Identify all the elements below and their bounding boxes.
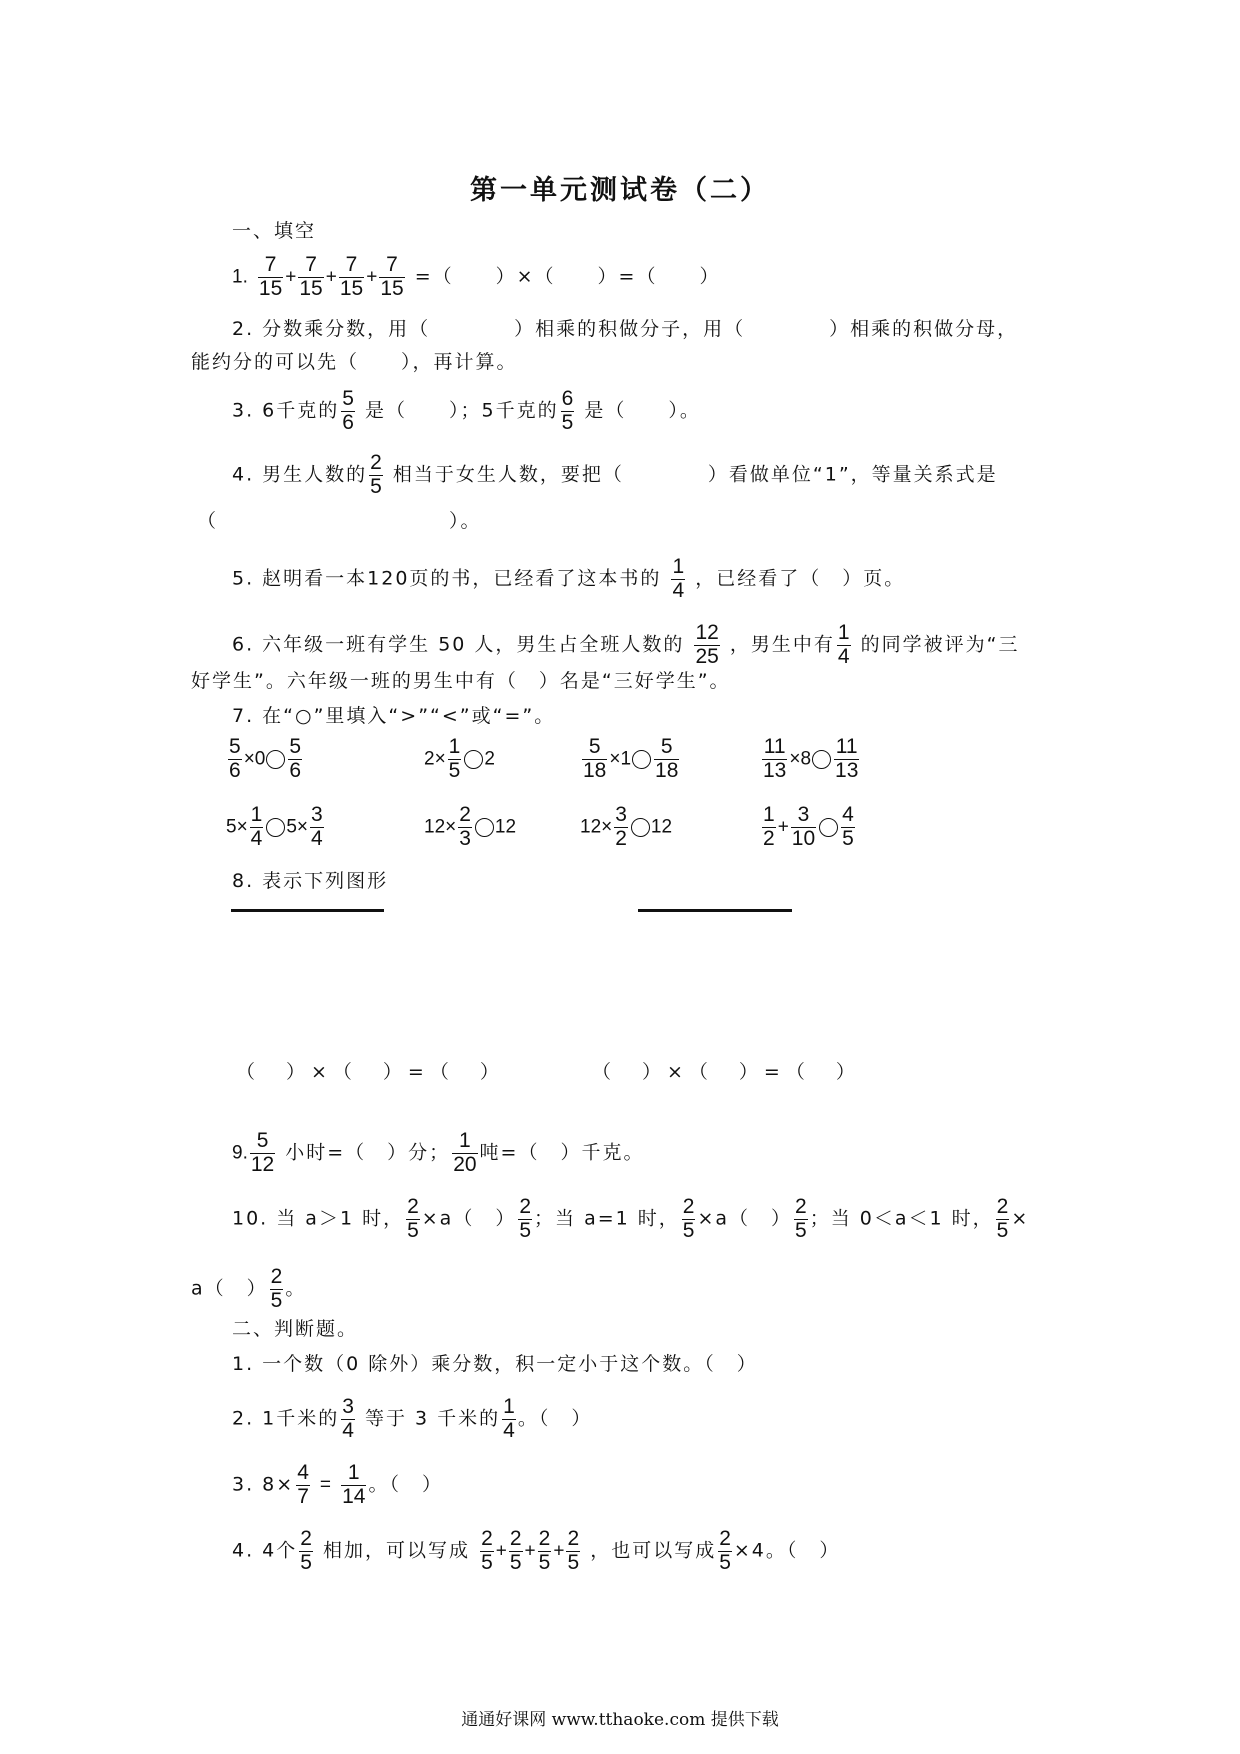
compare-item: 12× $\frac{3}{2}$ 12 [580, 803, 673, 850]
page-title: 第一单元测试卷（二） [470, 175, 770, 206]
compare-circle [266, 818, 285, 837]
fraction: $\frac{1}{4}$ [837, 621, 850, 668]
line-segment-right [638, 909, 792, 912]
fraction: $\frac{12}{25}$ [695, 621, 719, 668]
question-4-line-2: （ ）。 [197, 510, 482, 532]
compare-item: $\frac{1}{2}$ + $\frac{3}{10}$ $\frac{4}{5}$ [763, 803, 854, 850]
section-1-heading: 一、填空 [232, 220, 317, 242]
question-10-line-1: 10. 当 a＞1 时， $\frac{2}{5}$ ×a（ ） $\frac{2}{5}$ ；当 a=1 时， $\frac{2}{5}$ ×a（ ） $\frac{2}{5}$ ；当 0＜a＜1 时， $\frac{2}{5}$ × [232, 1195, 1030, 1242]
question-8-equation-right: （ ）×（ ）=（ ） [592, 1061, 861, 1083]
compare-item: $\frac{5}{18}$ ×1 $\frac{5}{18}$ [583, 735, 679, 782]
fraction: $\frac{2}{5}$ [370, 451, 382, 498]
question-6-line-2: 好学生”。六年级一班的男生中有（ ）名是“三好学生”。 [191, 670, 731, 692]
question-10-line-2: a（ ） $\frac{2}{5}$ 。 [191, 1265, 307, 1312]
judge-4: 4. 4个 $\frac{2}{5}$ 相加，可以写成 $\frac{2}{5}$ + $\frac{2}{5}$ + $\frac{2}{5}$ + $\frac{2}{5}$ ，也可以写成 $\frac{2}{5}$ ×4。（ ） [232, 1527, 841, 1574]
compare-circle [632, 750, 651, 769]
question-4-line-1: 4. 男生人数的 $\frac{2}{5}$ 相当于女生人数，要把（ ）看做单位“1”，等量关系式是 [232, 451, 998, 498]
compare-item: 2× $\frac{1}{5}$ 2 [424, 735, 495, 782]
question-1: 1. $\frac{7}{15}$ + $\frac{7}{15}$ + $\frac{7}{15}$ + $\frac{7}{15}$ =（ ）×（ ）=（ ） [232, 253, 721, 300]
compare-item: $\frac{5}{6}$ ×0 $\frac{5}{6}$ [229, 735, 302, 782]
compare-circle [819, 818, 838, 837]
compare-item: 5× $\frac{1}{4}$ 5× $\frac{3}{4}$ [226, 803, 323, 850]
question-3: 3. 6千克的 $\frac{5}{6}$ 是（ ）；5千克的 $\frac{6}{5}$ 是（ ）。 [232, 387, 701, 434]
fraction: $\frac{7}{15}$ [299, 253, 323, 300]
compare-circle [266, 750, 285, 769]
fraction: $\frac{6}{5}$ [561, 387, 574, 434]
compare-circle [464, 750, 483, 769]
question-6-line-1: 6. 六年级一班有学生 50 人，男生占全班人数的 $\frac{12}{25}$ ，男生中有 $\frac{1}{4}$ 的同学被评为“三 [232, 621, 1020, 668]
judge-2: 2. 1千米的 $\frac{3}{4}$ 等于 3 千米的 $\frac{1}{4}$ 。（ ） [232, 1395, 593, 1442]
compare-circle [475, 818, 494, 837]
question-2-line-1: 2. 分数乘分数，用（ ）相乘的积做分子，用（ ）相乘的积做分母， [232, 318, 1019, 340]
question-2-line-2: 能约分的可以先（ ），再计算。 [191, 351, 518, 373]
compare-item: 12× $\frac{2}{3}$ 12 [424, 803, 517, 850]
fraction: $\frac{7}{15}$ [380, 253, 404, 300]
compare-circle [631, 818, 650, 837]
line-segment-left [231, 909, 384, 912]
question-8-equation-left: （ ）×（ ）=（ ） [236, 1061, 505, 1083]
judge-3: 3. 8× $\frac{4}{7}$ = $\frac{1}{14}$ 。（ ） [232, 1461, 443, 1508]
question-5: 5. 赵明看一本120页的书，已经看了这本书的 $\frac{1}{4}$ ，已经看了（ ）页。 [232, 555, 906, 602]
section-2-heading: 二、判断题。 [232, 1318, 359, 1340]
question-8-label: 8. 表示下列图形 [232, 870, 389, 892]
fraction: $\frac{7}{15}$ [258, 253, 283, 300]
question-9: 9. $\frac{5}{12}$ 小时=（ ）分； $\frac{1}{20}$ 吨=（ ）千克。 [232, 1129, 645, 1176]
fraction: $\frac{7}{15}$ [339, 253, 364, 300]
footer-credit: 通通好课网 www.tthaoke.com 提供下载 [461, 1710, 779, 1730]
judge-1: 1. 一个数（0 除外）乘分数，积一定小于这个数。（ ） [232, 1353, 758, 1375]
fraction: $\frac{1}{4}$ [672, 555, 685, 602]
compare-item: $\frac{11}{13}$ ×8 $\frac{11}{13}$ [763, 735, 859, 782]
fraction: $\frac{5}{6}$ [342, 387, 354, 434]
compare-circle [812, 750, 831, 769]
question-7-intro: 7. 在“○”里填入“>”“<”或“=”。 [232, 705, 556, 727]
